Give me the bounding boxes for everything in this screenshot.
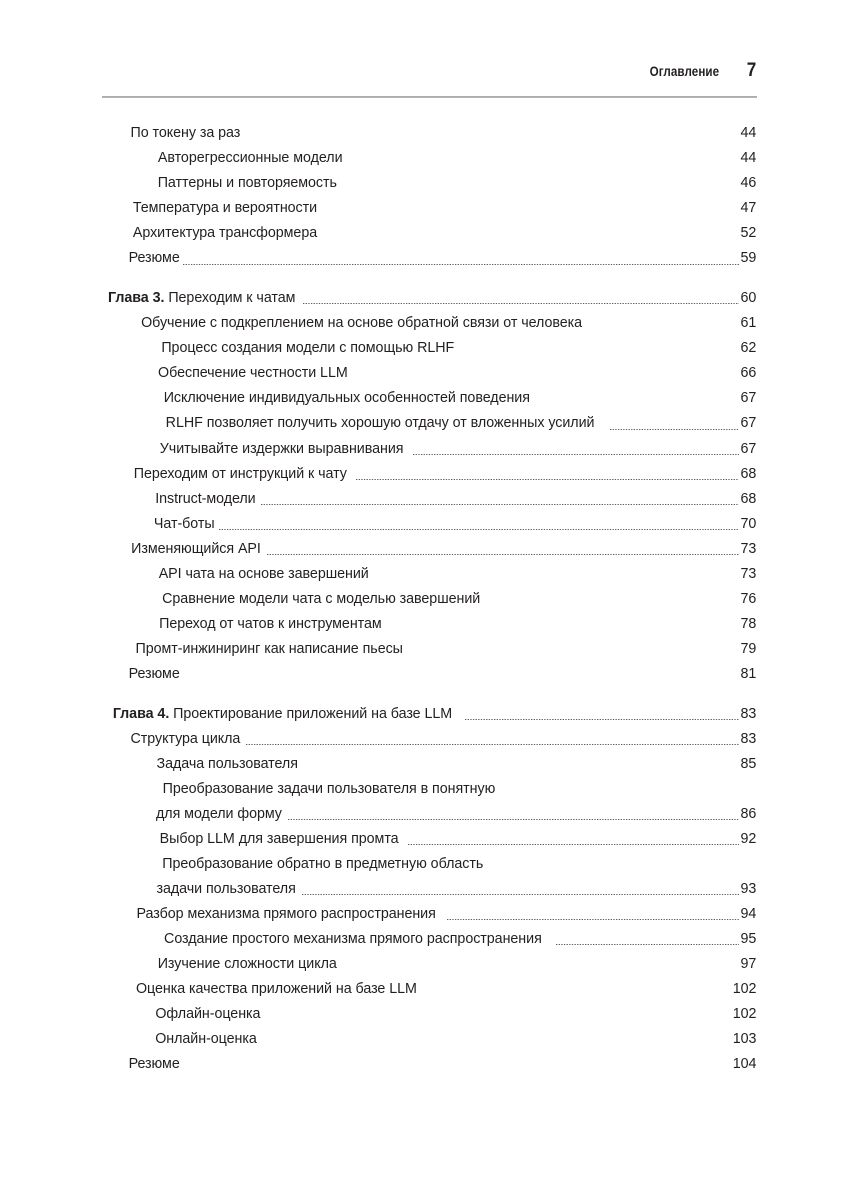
toc-entry-line — [102, 663, 757, 685]
toc-entry-page-number[interactable]: 66 — [740, 364, 757, 382]
toc-entry-line — [102, 412, 757, 434]
toc-entry-title: задачи пользователя — [156, 879, 296, 897]
toc-entry-title: Исключение индивидуальных особенностей поведения — [163, 389, 530, 407]
toc-entry[interactable] — [102, 953, 757, 975]
toc-entry-line — [102, 538, 757, 560]
toc-entry-line — [102, 613, 757, 635]
toc-entry-page-number[interactable]: 104 — [732, 1055, 757, 1073]
dot-leader — [428, 995, 731, 996]
toc-entry-title: Глава 3. Переходим к чатам — [107, 288, 296, 306]
toc-entry-page-number[interactable]: 95 — [740, 929, 757, 947]
toc-entry-page-number[interactable]: 59 — [740, 249, 757, 267]
dot-leader — [598, 329, 739, 330]
toc-entry-page-number[interactable]: 93 — [740, 879, 757, 897]
toc-entry[interactable] — [102, 853, 757, 899]
toc-entry[interactable] — [102, 197, 757, 219]
toc-entry-title: API чата на основе завершений — [158, 565, 369, 582]
toc-entry-title: Температура и вероятности — [132, 199, 318, 217]
dot-leader — [377, 580, 739, 581]
toc-entry-title: По токену за раз — [130, 124, 241, 141]
toc-entry-page-number[interactable]: 85 — [740, 755, 757, 773]
toc-entry-title: Промт-инжиниринг как написание пьесы — [135, 640, 403, 658]
dot-leader — [408, 844, 739, 845]
toc-entry-line — [102, 928, 757, 950]
chapter-label: Глава 4. — [112, 704, 174, 722]
toc-entry-line — [102, 122, 757, 144]
toc-entry[interactable] — [102, 438, 757, 460]
toc-entry-title: Обучение с подкреплением на основе обратной связи от человека — [141, 314, 583, 332]
toc-entry-line — [102, 222, 757, 244]
running-head — [102, 60, 757, 82]
toc-entry[interactable] — [102, 513, 757, 535]
toc-entry-line — [102, 1028, 757, 1050]
toc-entry-page-number[interactable]: 78 — [740, 615, 757, 633]
toc-entry[interactable] — [102, 463, 757, 485]
dot-leader — [246, 744, 739, 745]
toc-entry-page-number[interactable]: 76 — [740, 590, 757, 608]
dot-leader — [183, 1070, 730, 1071]
toc-entry-title: Разбор механизма прямого распространения — [136, 904, 436, 922]
dot-leader — [345, 189, 740, 190]
toc-entry-line — [102, 778, 757, 800]
toc-entry-line — [102, 563, 757, 585]
toc-entry-title: Изучение сложности цикла — [157, 955, 337, 972]
toc-entry-line — [102, 438, 757, 460]
toc-entry-line — [102, 803, 757, 825]
toc-entry-title: RLHF позволяет получить хорошую отдачу от вложенных усилий — [165, 414, 595, 432]
chapter-label: Глава 3. — [107, 288, 169, 306]
toc-entry-title: Оценка качества приложений на базе LLM — [135, 980, 417, 998]
toc-entry-page-number[interactable]: 47 — [740, 199, 757, 217]
toc-entry-line — [102, 853, 757, 875]
toc-entry[interactable] — [102, 638, 757, 660]
toc-entry-title: Архитектура трансформера — [132, 224, 318, 242]
toc-entry-line — [102, 337, 757, 359]
toc-entry-title: Глава 4. Проектирование приложений на базе LLM — [112, 704, 453, 722]
toc-entry-title: Создание простого механизма прямого распространения — [164, 929, 542, 947]
toc-entry-line — [102, 287, 757, 309]
toc-entry-page-number[interactable]: 44 — [740, 124, 757, 141]
dot-leader — [610, 429, 739, 430]
toc-entry-line — [102, 753, 757, 775]
toc-entry-page-number[interactable]: 83 — [740, 729, 757, 747]
table-of-contents-list — [102, 122, 757, 1075]
toc-entry-title: Чат-боты — [153, 514, 215, 532]
toc-entry[interactable] — [102, 828, 757, 850]
toc-entry-line — [102, 1003, 757, 1025]
dot-leader — [325, 239, 739, 240]
toc-entry-page-number[interactable]: 70 — [740, 514, 757, 532]
toc-entry-page-number[interactable]: 79 — [740, 640, 757, 658]
toc-entry[interactable] — [102, 928, 757, 950]
toc-entry-line — [102, 147, 757, 169]
toc-entry-page-number[interactable]: 52 — [740, 224, 757, 242]
toc-entry-page-number[interactable]: 102 — [732, 1005, 757, 1023]
dot-leader — [466, 354, 740, 355]
page-number-folio: 7 — [746, 60, 757, 81]
toc-entry[interactable] — [102, 337, 757, 359]
dot-leader — [303, 303, 739, 304]
toc-entry-page-number[interactable]: 60 — [740, 288, 757, 306]
toc-entry-title: Преобразование обратно в предметную область — [162, 855, 484, 873]
toc-entry[interactable] — [102, 903, 757, 925]
toc-entry-title: Сравнение модели чата с моделью завершений — [162, 590, 481, 608]
toc-entry-page-number[interactable]: 62 — [740, 339, 757, 357]
toc-entry-line — [102, 247, 757, 269]
dot-leader — [544, 404, 740, 405]
toc-entry[interactable] — [102, 538, 757, 560]
dot-leader — [356, 479, 740, 480]
toc-entry[interactable] — [102, 1053, 757, 1075]
toc-entry[interactable] — [102, 172, 757, 194]
toc-entry-page-number[interactable]: 73 — [740, 539, 757, 557]
toc-entry-title: Онлайн-оценка — [155, 1030, 257, 1048]
dot-leader — [356, 379, 739, 380]
toc-entry-title: Выбор LLM для завершения промта — [159, 829, 399, 847]
dot-leader — [447, 919, 739, 920]
toc-entry-line — [102, 878, 757, 900]
toc-entry[interactable] — [102, 362, 757, 384]
toc-entry-title: Переход от чатов к инструментам — [159, 615, 382, 633]
toc-entry-title: Процесс создания модели с помощью RLHF — [161, 339, 455, 357]
toc-entry-page-number[interactable]: 46 — [740, 174, 757, 192]
toc-entry-title: Переходим от инструкций к чату — [133, 464, 347, 482]
toc-entry-title: Изменяющийся API — [131, 539, 261, 557]
toc-entry-line — [102, 172, 757, 194]
dot-leader — [492, 605, 739, 606]
toc-entry-title: для модели форму — [156, 804, 282, 822]
toc-entry-page-number[interactable]: 67 — [740, 439, 757, 457]
dot-leader — [304, 770, 739, 771]
dot-leader — [325, 214, 739, 215]
toc-entry-page-number[interactable]: 67 — [740, 389, 757, 407]
toc-entry-page-number[interactable]: 86 — [740, 804, 757, 822]
toc-entry[interactable] — [102, 147, 757, 169]
toc-entry[interactable] — [102, 613, 757, 635]
toc-entry-page-number[interactable]: 97 — [740, 955, 757, 972]
dot-leader — [246, 139, 739, 140]
toc-entry[interactable] — [102, 728, 757, 750]
toc-entry-page-number[interactable]: 103 — [732, 1030, 757, 1048]
dot-leader — [413, 655, 739, 656]
toc-entry-page-number[interactable]: 102 — [732, 980, 757, 998]
toc-entry-page-number[interactable]: 92 — [740, 829, 757, 847]
dot-leader — [350, 164, 739, 165]
toc-entry-title: Instruct-модели — [155, 489, 256, 507]
toc-entry-line — [102, 1053, 757, 1075]
toc-entry-page-number[interactable]: 61 — [740, 314, 757, 332]
toc-entry-title: Авторегрессионные модели — [157, 149, 343, 167]
toc-entry-line — [102, 362, 757, 384]
dot-leader — [465, 719, 739, 720]
toc-entry-line — [102, 588, 757, 610]
toc-entry-title: Резюме — [128, 249, 180, 267]
toc-entry-title: Резюме — [128, 1055, 180, 1073]
toc-entry-title: Задача пользователя — [156, 755, 298, 773]
toc-chapter-entry[interactable] — [102, 287, 757, 309]
dot-leader — [391, 630, 739, 631]
toc-entry-line — [102, 728, 757, 750]
toc-entry[interactable] — [102, 1003, 757, 1025]
toc-entry-line — [102, 953, 757, 975]
toc-entry-title: Обеспечение честности LLM — [158, 364, 348, 382]
toc-entry[interactable] — [102, 753, 757, 775]
toc-entry-title: Резюме — [128, 665, 180, 683]
dot-leader — [267, 554, 739, 555]
dot-leader — [261, 504, 739, 505]
toc-entry-page-number[interactable]: 83 — [740, 704, 757, 722]
toc-entry-line — [102, 828, 757, 850]
toc-entry-line — [102, 513, 757, 535]
toc-entry-line — [102, 903, 757, 925]
dot-leader — [262, 1045, 731, 1046]
toc-entry[interactable] — [102, 222, 757, 244]
toc-entry-page-number[interactable]: 68 — [740, 464, 757, 482]
toc-entry-page-number[interactable]: 68 — [740, 489, 757, 507]
toc-entry[interactable] — [102, 312, 757, 334]
dot-leader — [344, 970, 739, 971]
toc-entry[interactable] — [102, 588, 757, 610]
toc-entry-line — [102, 312, 757, 334]
dot-leader — [266, 1020, 731, 1021]
dot-leader — [288, 819, 739, 820]
toc-entry[interactable] — [102, 978, 757, 1000]
toc-entry-line — [102, 978, 757, 1000]
toc-entry[interactable] — [102, 563, 757, 585]
toc-entry[interactable] — [102, 387, 757, 409]
toc-entry[interactable] — [102, 663, 757, 685]
toc-entry-page-number[interactable]: 73 — [740, 565, 757, 582]
toc-entry-line — [102, 197, 757, 219]
toc-entry-line — [102, 703, 757, 725]
toc-entry-page-number[interactable]: 94 — [740, 904, 757, 922]
dot-leader — [413, 454, 739, 455]
toc-entry-title: Преобразование задачи пользователя в понятную — [162, 780, 496, 798]
running-head-title: Оглавление — [649, 64, 720, 79]
toc-entry[interactable] — [102, 412, 757, 434]
dot-leader — [556, 944, 739, 945]
dot-leader — [183, 264, 739, 265]
dot-leader — [302, 894, 739, 895]
toc-entry-page-number[interactable]: 67 — [740, 414, 757, 432]
dot-leader — [183, 680, 739, 681]
toc-entry[interactable] — [102, 247, 757, 269]
toc-entry-title: Паттерны и повторяемость — [157, 174, 337, 192]
toc-chapter-entry[interactable] — [102, 703, 757, 725]
toc-entry-page-number[interactable]: 44 — [740, 149, 757, 167]
toc-entry-title: Учитывайте издержки выравнивания — [159, 439, 404, 457]
toc-entry[interactable] — [102, 488, 757, 510]
toc-entry[interactable] — [102, 122, 757, 144]
toc-entry[interactable] — [102, 778, 757, 824]
header-divider-rule — [102, 96, 757, 98]
dot-leader — [219, 529, 740, 530]
toc-entry-page-number[interactable]: 81 — [740, 665, 757, 683]
toc-entry-title: Структура цикла — [130, 729, 241, 747]
toc-entry-line — [102, 638, 757, 660]
toc-entry[interactable] — [102, 1028, 757, 1050]
toc-entry-line — [102, 488, 757, 510]
toc-entry-line — [102, 387, 757, 409]
toc-entry-line — [102, 463, 757, 485]
toc-entry-title: Офлайн-оценка — [155, 1005, 261, 1023]
